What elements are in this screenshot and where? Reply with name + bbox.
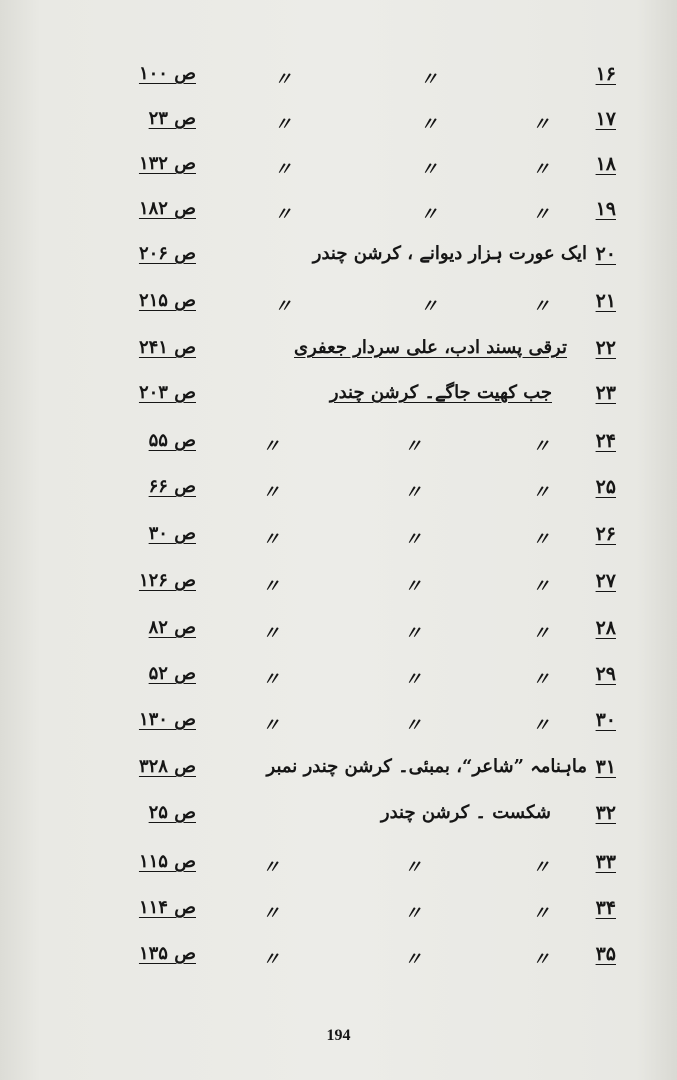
ditto-mark: 〃	[532, 529, 550, 550]
page-reference: ص ۲۳	[148, 108, 196, 129]
page-reference: ص ۶۶	[148, 476, 196, 497]
list-item	[0, 63, 677, 93]
entry-number: ۲۷	[595, 570, 616, 592]
ditto-mark: 〃	[262, 949, 280, 970]
list-item	[0, 523, 677, 553]
entry-number: ۳۱	[595, 756, 616, 778]
page-reference: ص ۳۰	[148, 523, 196, 544]
list-item	[0, 290, 677, 320]
ditto-mark: 〃	[532, 669, 550, 690]
entry-number: ۱۶	[595, 63, 616, 85]
ditto-mark: 〃	[404, 623, 422, 644]
ditto-mark: 〃	[274, 114, 292, 135]
ditto-mark: 〃	[532, 482, 550, 503]
page-reference: ص ۲۰۶	[138, 243, 196, 264]
entry-title: ترقی پسند ادب، علی سردار جعفری	[294, 337, 567, 358]
entry-number: ۱۹	[595, 198, 616, 220]
ditto-mark: 〃	[262, 482, 280, 503]
ditto-mark: 〃	[262, 436, 280, 457]
entry-title: ماہنامہ ”شاعر“، بمبئی۔ کرشن چندر نمبر	[266, 756, 587, 777]
ditto-mark: 〃	[420, 69, 438, 90]
ditto-mark: 〃	[262, 903, 280, 924]
list-item	[0, 108, 677, 138]
ditto-mark: 〃	[532, 296, 550, 317]
ditto-mark: 〃	[532, 949, 550, 970]
ditto-mark: 〃	[532, 903, 550, 924]
entry-number: ۱۷	[595, 108, 616, 130]
ditto-mark: 〃	[404, 436, 422, 457]
list-item	[0, 802, 677, 832]
ditto-mark: 〃	[262, 529, 280, 550]
entry-title: شکست ۔ کرشن چندر	[380, 802, 551, 823]
list-item	[0, 476, 677, 506]
entry-title: ایک عورت ہزار دیوانے ، کرشن چندر	[312, 243, 587, 264]
ditto-mark: 〃	[262, 623, 280, 644]
entry-number: ۳۰	[595, 709, 616, 731]
list-item	[0, 382, 677, 412]
list-item	[0, 617, 677, 647]
entry-title: جب کھیت جاگے۔ کرشن چندر	[329, 382, 552, 403]
ditto-mark: 〃	[420, 159, 438, 180]
page-reference: ص ۱۳۰	[138, 709, 196, 730]
list-item	[0, 198, 677, 228]
ditto-mark: 〃	[262, 715, 280, 736]
entry-number: ۲۸	[595, 617, 616, 639]
ditto-mark: 〃	[274, 204, 292, 225]
ditto-mark: 〃	[262, 857, 280, 878]
ditto-mark: 〃	[274, 296, 292, 317]
ditto-mark: 〃	[262, 669, 280, 690]
ditto-mark: 〃	[420, 114, 438, 135]
entry-number: ۳۲	[595, 802, 616, 824]
entry-number: ۲۴	[595, 430, 616, 452]
list-item	[0, 337, 677, 367]
list-item	[0, 897, 677, 927]
page-reference: ص ۵۵	[148, 430, 196, 451]
list-item	[0, 709, 677, 739]
entry-number: ۳۵	[595, 943, 616, 965]
page-reference: ص ۲۴۱	[138, 337, 196, 358]
ditto-mark: 〃	[532, 623, 550, 644]
ditto-mark: 〃	[532, 114, 550, 135]
ditto-mark: 〃	[404, 669, 422, 690]
ditto-mark: 〃	[532, 204, 550, 225]
ditto-mark: 〃	[420, 204, 438, 225]
entry-number: ۲۳	[595, 382, 616, 404]
entry-number: ۲۲	[595, 337, 616, 359]
page-reference: ص ۲۱۵	[138, 290, 196, 311]
ditto-mark: 〃	[262, 576, 280, 597]
entry-number: ۲۵	[595, 476, 616, 498]
list-item	[0, 851, 677, 881]
page-reference: ص ۸۲	[148, 617, 196, 638]
ditto-mark: 〃	[404, 715, 422, 736]
ditto-mark: 〃	[532, 576, 550, 597]
page-reference: ص ۵۲	[148, 663, 196, 684]
list-item	[0, 153, 677, 183]
list-item	[0, 570, 677, 600]
page-reference: ص ۲۵	[148, 802, 196, 823]
list-item	[0, 430, 677, 460]
page-reference: ص ۱۲۶	[138, 570, 196, 591]
page-reference: ص ۱۱۵	[138, 851, 196, 872]
entry-number: ۳۳	[595, 851, 616, 873]
ditto-mark: 〃	[404, 949, 422, 970]
page-reference: ص ۳۲۸	[138, 756, 196, 777]
page-reference: ص ۲۰۳	[138, 382, 196, 403]
ditto-mark: 〃	[532, 159, 550, 180]
page-number: 194	[326, 1027, 351, 1044]
entry-number: ۲۹	[595, 663, 616, 685]
ditto-mark: 〃	[532, 857, 550, 878]
ditto-mark: 〃	[404, 857, 422, 878]
page-reference: ص ۱۳۵	[138, 943, 196, 964]
list-item	[0, 943, 677, 973]
entry-number: ۳۴	[595, 897, 616, 919]
page-reference: ص ۱۸۲	[138, 198, 196, 219]
ditto-mark: 〃	[274, 159, 292, 180]
page-reference: ص ۱۱۴	[138, 897, 196, 918]
ditto-mark: 〃	[404, 529, 422, 550]
ditto-mark: 〃	[532, 715, 550, 736]
ditto-mark: 〃	[420, 296, 438, 317]
entry-number: ۲۰	[595, 243, 616, 265]
entry-number: ۲۶	[595, 523, 616, 545]
ditto-mark: 〃	[404, 903, 422, 924]
ditto-mark: 〃	[404, 576, 422, 597]
ditto-mark: 〃	[532, 436, 550, 457]
list-item	[0, 756, 677, 786]
ditto-mark: 〃	[274, 69, 292, 90]
entry-number: ۲۱	[595, 290, 616, 312]
list-item	[0, 243, 677, 273]
page-reference: ص ۱۳۲	[138, 153, 196, 174]
page-reference: ص ۱۰۰	[138, 63, 196, 84]
entry-number: ۱۸	[595, 153, 616, 175]
ditto-mark: 〃	[404, 482, 422, 503]
list-item	[0, 663, 677, 693]
